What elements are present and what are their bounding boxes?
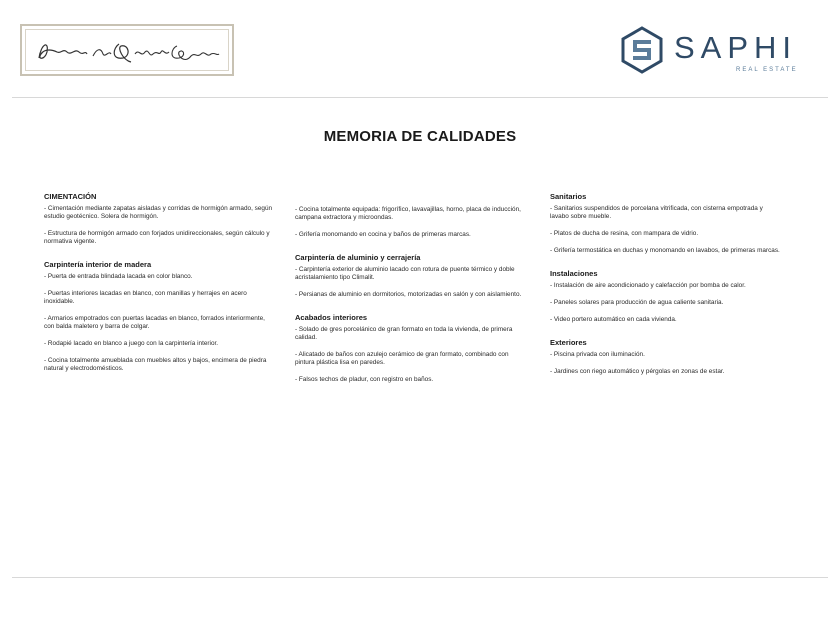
saphi-logo xyxy=(618,22,818,78)
column-1 xyxy=(44,192,274,387)
section-instalaciones xyxy=(550,269,782,324)
saphi-brand-subtitle: REAL ESTATE xyxy=(736,67,798,73)
section-title: Carpintería interior de madera xyxy=(44,260,152,269)
list-item: - Rodapié lacado en blanco a juego con la carpintería interior. xyxy=(44,340,219,347)
list-item: - Jardines con riego automático y pérgolas en zonas de estar. xyxy=(550,368,725,375)
list-item: - Armarios empotrados con puertas lacadas en blanco, forrados interiormente, con balda maletero y barra de colgar. xyxy=(44,315,265,330)
signature-logo-icon xyxy=(27,30,227,70)
page-header xyxy=(0,0,840,100)
section-title: Carpintería de aluminio y cerrajería xyxy=(295,253,421,262)
list-item: - Persianas de aluminio en dormitorios, motorizadas en salón y con aislamiento. xyxy=(295,291,522,298)
list-item: - Paneles solares para producción de agua caliente sanitaria. xyxy=(550,299,724,306)
design-quality-group-logo xyxy=(20,24,234,76)
list-item: - Video portero automático en cada vivienda. xyxy=(550,316,677,323)
section-carpinteria-interior xyxy=(44,260,274,373)
list-item: - Platos de ducha de resina, con mampara de vidrio. xyxy=(550,230,699,237)
list-item: - Puerta de entrada blindada lacada en color blanco. xyxy=(44,273,193,280)
list-item: - Alicatado de baños con azulejo cerámico de gran formato, combinado con pintura plástica lisa en paredes. xyxy=(295,351,509,366)
section-sanitarios xyxy=(550,192,782,255)
section-title: Sanitarios xyxy=(550,192,587,201)
section-cocina xyxy=(295,206,527,239)
list-item: - Cocina totalmente equipada: frigorífico, lavavajillas, horno, placa de inducción, campana extractora y microondas. xyxy=(295,206,521,221)
column-2 xyxy=(295,206,527,398)
list-item: - Grifería termostática en duchas y monomando en lavabos, de primeras marcas. xyxy=(550,247,780,254)
section-title: Acabados interiores xyxy=(295,313,368,322)
list-item: - Carpintería exterior de aluminio lacado con rotura de puente térmico y doble acristalamiento tipo Climalit. xyxy=(295,266,515,281)
list-item: - Solado de gres porcelánico de gran formato en toda la vivienda, de primera calidad. xyxy=(295,326,513,341)
column-3 xyxy=(550,192,782,390)
list-item: - Falsos techos de pladur, con registro en baños. xyxy=(295,376,434,383)
list-item: - Puertas interiores lacadas en blanco, con manillas y herrajes en acero inoxidable. xyxy=(44,290,247,305)
list-item: - Instalación de aire acondicionado y calefacción por bomba de calor. xyxy=(550,282,746,289)
section-title: CIMENTACIÓN xyxy=(44,192,97,201)
section-carpinteria-aluminio xyxy=(295,253,527,299)
footer-divider xyxy=(12,577,828,578)
list-item: - Cocina totalmente amueblada con muebles altos y bajos, encimera de piedra natural y electrodomésticos. xyxy=(44,357,267,372)
section-cimentacion xyxy=(44,192,274,246)
list-item: - Cimentación mediante zapatas aisladas y corridas de hormigón armado, según estudio geotécnico. Solera de hormigón. xyxy=(44,205,273,220)
saphi-brand-name: SAPHI xyxy=(674,30,798,65)
section-exteriores xyxy=(550,338,782,376)
saphi-hexagon-icon xyxy=(618,26,666,74)
list-item: - Grifería monomando en cocina y baños de primeras marcas. xyxy=(295,231,471,238)
section-title: Instalaciones xyxy=(550,269,598,278)
header-divider xyxy=(12,97,828,98)
section-acabados-interiores xyxy=(295,313,527,384)
section-title: Exteriores xyxy=(550,338,587,347)
list-item: - Estructura de hormigón armado con forjados unidireccionales, según cálculo y normativa vigente. xyxy=(44,230,270,245)
list-item: - Piscina privada con iluminación. xyxy=(550,351,645,358)
list-item: - Sanitarios suspendidos de porcelana vitrificada, con cisterna empotrada y lavabo sobre mueble. xyxy=(550,205,763,220)
page-title: MEMORIA DE CALIDADES xyxy=(323,128,517,145)
